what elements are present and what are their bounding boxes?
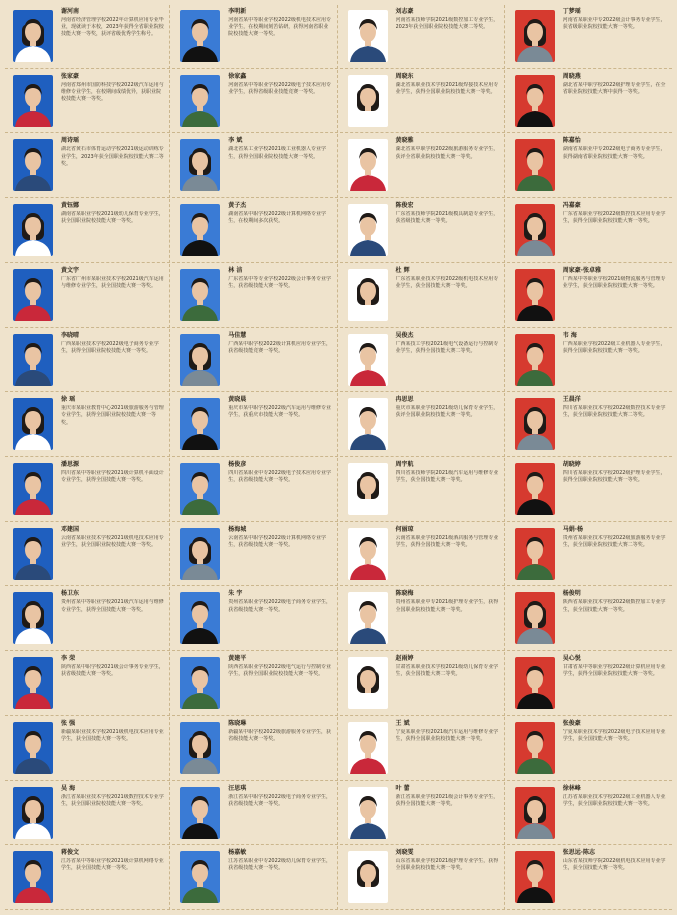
portrait-photo <box>515 722 555 774</box>
student-name: 杨卫东 <box>61 590 80 598</box>
portrait-photo <box>13 398 53 450</box>
profile-card <box>340 458 505 522</box>
portrait-photo <box>515 592 555 644</box>
student-name: 李 斌 <box>228 137 243 145</box>
student-name: 丁梦瑶 <box>562 8 581 15</box>
portrait-photo <box>13 787 53 839</box>
portrait-photo <box>515 204 555 256</box>
portrait-photo <box>13 657 53 709</box>
portrait-photo <box>180 204 220 256</box>
student-bio: 四川省某职业技术学校2022级数控技术专业学生，获全国职业院校技能大赛二等奖。 <box>562 405 666 419</box>
student-bio: 河南省郑州市国防科技学校2022级汽车运用与维修专业学生，在校期间成绩优异，获职业院校技能大赛一等奖。 <box>61 81 164 103</box>
profile-card <box>340 587 505 651</box>
student-bio: 贵州省某职业技术学校2022级旅游服务专业学生，获全国职业院校技能大赛二等奖。 <box>562 534 666 548</box>
portrait-photo <box>348 528 388 580</box>
profile-card <box>172 393 337 457</box>
portrait-photo <box>13 528 53 580</box>
student-name: 杨海城 <box>228 525 247 533</box>
profile-card <box>172 523 337 587</box>
student-bio: 湖北省某中职学校2022级旅游服务专业学生，获评全省职业院校技能大赛一等奖。 <box>395 146 499 160</box>
profile-card <box>507 458 672 522</box>
portrait-photo <box>180 75 220 127</box>
student-bio: 重庆市某中职学校2022级汽车运用与维修专业学生，获重庆市技能大赛一等奖。 <box>228 405 331 419</box>
student-bio: 新疆某职业技术学校2021级机电技术应用专业学生，获全国技能大赛一等奖。 <box>61 728 164 743</box>
portrait-photo <box>515 851 555 903</box>
student-name: 张思远·陈志 <box>562 849 596 857</box>
student-name: 黄晓晨 <box>228 396 247 404</box>
profile-card <box>507 782 672 846</box>
student-bio: 广西某中等职业学校2021级物流服务与管理专业学生，获全国职业院校技能大赛一等奖。 <box>562 275 666 290</box>
student-name: 周宇航 <box>395 461 414 468</box>
portrait-photo <box>180 463 220 515</box>
profile-card <box>507 652 672 716</box>
student-name: 黄建平 <box>228 655 247 663</box>
student-bio: 广东省某中等专业学校2022级会计事务专业学生，获省级技能大赛一等奖。 <box>228 275 331 290</box>
portrait-photo <box>13 139 53 191</box>
profile-card <box>340 329 505 393</box>
student-bio: 甘肃省某职业技术学校2021级幼儿保育专业学生，获全国技能大赛二等奖。 <box>395 664 499 678</box>
portrait-photo <box>13 204 53 256</box>
student-bio: 河南省某中等职业学校2022级电子技术应用专业学生，获得省级职业技能竞赛一等奖。 <box>228 81 331 95</box>
student-name: 张家豪 <box>61 72 80 80</box>
profile-card <box>5 458 170 522</box>
student-bio: 山东省某技师学院2022级机电技术应用专业学生，获全国技能大赛一等奖。 <box>562 858 666 872</box>
profile-card <box>340 5 505 69</box>
student-name: 吴心悦 <box>562 655 581 663</box>
profile-card <box>340 134 505 198</box>
student-name: 张俊豪 <box>562 719 581 727</box>
student-bio: 湖北省某职业技术学校2021级焊接技术应用专业学生，获得全国职业院校技能大赛一等奖。 <box>395 81 499 95</box>
student-bio: 广西某中职学校2022级计算机应用专业学生，获省级技能竞赛一等奖。 <box>228 340 331 354</box>
student-bio: 云南省某中职学校2022级计算机网络专业学生，获省级技能大赛一等奖。 <box>228 534 326 548</box>
portrait-photo <box>348 75 388 127</box>
portrait-photo <box>180 592 220 644</box>
portrait-photo <box>515 334 555 386</box>
student-bio: 四川省某技师学院2021级汽车运用与维修专业学生，获全国技能大赛一等奖。 <box>395 470 499 484</box>
portrait-photo <box>515 10 555 62</box>
student-name: 陈嘉怡 <box>562 137 581 145</box>
student-bio: 贵州省某职业中专2021级护理专业学生，获得全国职业院校技能大赛一等奖。 <box>395 599 499 613</box>
student-bio: 湖南省某中职学校2022级计算机网络专业学生，在校期间多次获奖。 <box>228 211 326 225</box>
portrait-photo <box>13 10 53 62</box>
portrait-photo <box>180 398 220 450</box>
student-name: 朱 宇 <box>228 590 243 598</box>
portrait-photo <box>515 787 555 839</box>
profile-card <box>340 523 505 587</box>
profile-card <box>507 587 672 651</box>
student-name: 叶 蕾 <box>395 784 410 792</box>
student-name: 杨嘉敏 <box>228 849 247 857</box>
portrait-photo <box>515 463 555 515</box>
profile-card <box>5 652 170 716</box>
portrait-photo <box>13 334 53 386</box>
student-bio: 陕西省某中职学校2021级会计事务专业学生，获省级技能大赛一等奖。 <box>61 664 164 678</box>
portrait-photo <box>180 851 220 903</box>
portrait-photo <box>348 657 388 709</box>
profile-card <box>340 717 505 781</box>
profile-card <box>5 846 170 910</box>
student-name: 马佳慧 <box>228 331 247 339</box>
profile-card <box>340 393 505 457</box>
profile-card <box>172 5 337 69</box>
student-bio: 浙江省某职业技术学校2021级数控技术专业学生，获全国职业院校技能大赛一等奖。 <box>61 793 164 807</box>
student-name: 杨俊彦 <box>228 461 247 468</box>
student-name: 吴 海 <box>61 784 76 792</box>
student-name: 汪思琪 <box>228 784 247 792</box>
portrait-photo <box>13 75 53 127</box>
portrait-photo <box>180 269 220 321</box>
portrait-photo <box>13 592 53 644</box>
student-bio: 四川省某职业技术学校2022级护理专业学生，获得全国职业院校技能大赛一等奖。 <box>562 470 666 484</box>
student-name: 赵雨婷 <box>395 655 414 663</box>
student-bio: 江苏省某中等职业学校2021级计算机网络专业学生，获全国技能大赛一等奖。 <box>61 858 164 872</box>
student-bio: 湖北省某中职学校2022级护理专业学生，在全省职业院校技能大赛中获得一等奖。 <box>562 81 666 95</box>
portrait-photo <box>515 657 555 709</box>
student-name: 马娟·杨 <box>562 525 584 533</box>
student-name: 林 洁 <box>228 266 243 274</box>
student-bio: 湖北省某工业学校2021级工业机器人专业学生，获得全国职业院校技能大赛一等奖。 <box>228 146 326 160</box>
student-name: 杜 辉 <box>395 266 410 274</box>
student-bio: 宁夏某职业技术学校2022级电子技术应用专业学生，获全国技能大赛一等奖。 <box>562 728 666 743</box>
profile-card <box>5 70 170 134</box>
student-name: 周晓燕 <box>562 72 581 80</box>
portrait-photo <box>515 528 555 580</box>
profile-card <box>5 5 170 69</box>
portrait-photo <box>348 722 388 774</box>
portrait-photo <box>515 139 555 191</box>
portrait-photo <box>515 398 555 450</box>
student-name: 邓建国 <box>61 525 80 533</box>
student-bio: 广东省广州市某职业技术学校2021级汽车运用与维修专业学生，获全国技能大赛一等奖。 <box>61 275 164 290</box>
student-bio: 广西某职业技术学校2022级电子商务专业学生，获得全国职业院校技能大赛一等奖。 <box>61 340 159 354</box>
student-name: 徐家鑫 <box>228 72 247 80</box>
portrait-photo <box>348 463 388 515</box>
student-name: 李明新 <box>228 8 247 15</box>
student-bio: 贵州省某职业学校2022级电子商务专业学生，获省级技能大赛一等奖。 <box>228 599 331 613</box>
profile-card <box>172 264 337 328</box>
student-name: 黄钰娜 <box>61 202 80 210</box>
portrait-photo <box>180 10 220 62</box>
student-bio: 广东省某职业技术学校2022级机电技术应用专业学生，获全国技能大赛一等奖。 <box>395 275 499 290</box>
student-bio: 贵州省某中等职业学校2021级汽车运用与维修专业学生，获得全国技能大赛一等奖。 <box>61 599 164 613</box>
profile-card <box>5 199 170 263</box>
student-bio: 四川省某职业中专2022级电子技术应用专业学生，获省级技能大赛一等奖。 <box>228 470 331 484</box>
student-bio: 广西某技工学校2021级电气设备运行与控制专业学生，获得全国技能大赛二等奖。 <box>395 340 499 354</box>
student-bio: 江苏省某职业技术学校2022级工业机器人专业学生，获全国职业院校技能大赛一等奖。 <box>562 793 666 807</box>
student-name: 冯嘉豪 <box>562 202 581 210</box>
portrait-photo <box>348 398 388 450</box>
portrait-photo <box>13 463 53 515</box>
portrait-photo <box>515 269 555 321</box>
profile-card <box>5 134 170 198</box>
student-name: 潘思源 <box>61 461 80 468</box>
portrait-photo <box>180 528 220 580</box>
profile-card <box>172 199 337 263</box>
profile-card <box>507 523 672 587</box>
student-bio: 甘肃省某中等职业学校2022级计算机应用专业学生，获得全国职业院校技能大赛一等奖。 <box>562 664 666 678</box>
profile-card <box>507 329 672 393</box>
student-bio: 湖南省某职业中专2022级电子商务专业学生，获得湖南省职业院校技能大赛一等奖。 <box>562 146 666 160</box>
profile-card <box>5 782 170 846</box>
portrait-photo <box>180 139 220 191</box>
profile-card <box>507 264 672 328</box>
student-bio: 四川省某中等职业学校2021级计算机平面设计专业学生，获得全国技能大赛一等奖。 <box>61 470 164 484</box>
profile-card <box>5 393 170 457</box>
portrait-photo <box>180 787 220 839</box>
portrait-photo <box>348 787 388 839</box>
profile-card <box>5 523 170 587</box>
student-name: 何丽琼 <box>395 525 414 533</box>
student-bio: 江苏省某职业中专2022级幼儿保育专业学生，获省级技能大赛一等奖。 <box>228 858 331 872</box>
profile-card <box>172 134 337 198</box>
student-name: 李 荣 <box>61 655 76 663</box>
profile-card <box>507 199 672 263</box>
student-bio: 宁夏某职业学校2021级汽车运用与维修专业学生，获得全国职业院校技能大赛一等奖。 <box>395 728 499 743</box>
profile-card <box>172 652 337 716</box>
student-bio: 陕西省某职业技术学校2022级数控加工专业学生，获全国技能大赛一等奖。 <box>562 599 666 613</box>
portrait-photo <box>348 10 388 62</box>
student-bio: 湖北省黄石市体育运动学校2021级运动训练专业学生，2023年获全国职业院校技能大赛二等奖。 <box>61 146 164 167</box>
student-bio: 云南省某职业学校2021级酒店服务与管理专业学生，获得全国技能大赛一等奖。 <box>395 534 499 548</box>
portrait-photo <box>348 851 388 903</box>
student-name: 徐 瑶 <box>61 396 76 404</box>
profile-card <box>507 717 672 781</box>
student-name: 黄晓雅 <box>395 137 414 145</box>
student-name: 冉思思 <box>395 396 414 404</box>
profile-card <box>507 70 672 134</box>
student-name: 蒋俊文 <box>61 849 80 857</box>
profile-card <box>172 329 337 393</box>
student-name: 刘志豪 <box>395 8 414 15</box>
student-bio: 河南省某中等职业学校2022级机电技术应用专业学生，在校期间刻苦钻研，获得河南省职业院校技能大赛一等奖。 <box>228 17 331 38</box>
portrait-photo <box>13 269 53 321</box>
portrait-photo <box>348 334 388 386</box>
student-bio: 重庆市某职业学校2021级幼儿保育专业学生，获评全国职业院校技能大赛一等奖。 <box>395 405 499 419</box>
profile-card <box>507 393 672 457</box>
student-name: 王晨洋 <box>562 396 581 404</box>
profile-card <box>340 782 505 846</box>
student-bio: 陕西省某职业学校2022级电气运行与控制专业学生，获得全国职业院校技能大赛一等奖。 <box>228 664 331 678</box>
student-name: 王 斌 <box>395 719 410 727</box>
portrait-photo <box>348 139 388 191</box>
profile-card <box>340 70 505 134</box>
profile-card <box>507 846 672 910</box>
profile-card <box>5 587 170 651</box>
portrait-photo <box>515 75 555 127</box>
portrait-photo <box>180 722 220 774</box>
student-name: 张 强 <box>61 719 76 727</box>
student-name: 吴俊杰 <box>395 331 414 339</box>
profile-card <box>5 329 170 393</box>
student-name: 周家豪·张卓雅 <box>562 266 602 274</box>
student-name: 周晓东 <box>395 72 414 80</box>
profile-card <box>340 264 505 328</box>
profile-card <box>172 458 337 522</box>
profile-card <box>340 846 505 910</box>
profile-card <box>5 264 170 328</box>
profile-card <box>172 846 337 910</box>
student-name: 陈晓梅 <box>395 590 414 598</box>
profile-card <box>172 70 337 134</box>
portrait-photo <box>180 657 220 709</box>
profile-card <box>507 5 672 69</box>
portrait-photo <box>13 722 53 774</box>
profile-card <box>340 199 505 263</box>
student-bio: 广东省某职业学校2022级数控技术应用专业学生，获得全国职业院校技能大赛一等奖。 <box>562 211 666 225</box>
student-name: 刘晓雯 <box>395 849 414 857</box>
student-bio: 广西某职业学校2022级工业机器人专业学生，获得全国职业院校技能大赛一等奖。 <box>562 340 666 354</box>
student-name: 黄文宇 <box>61 266 80 274</box>
student-name: 周诗瑶 <box>61 137 80 145</box>
portrait-photo <box>348 269 388 321</box>
profile-card <box>507 134 672 198</box>
student-bio: 广东省某技师学院2021级模具制造专业学生，获省级技能大赛一等奖。 <box>395 211 499 225</box>
student-bio: 云南省某职业技术学校2021级机电技术应用专业学生，获全国职业院校技能大赛一等奖。 <box>61 534 164 548</box>
portrait-photo <box>13 851 53 903</box>
portrait-photo <box>348 592 388 644</box>
portrait-photo <box>180 334 220 386</box>
portrait-photo <box>348 204 388 256</box>
student-name: 徐林峰 <box>562 784 581 792</box>
student-bio: 河南省某职业中专2022级会计事务专业学生，获省级职业院校技能大赛一等奖。 <box>562 17 666 31</box>
student-name: 胡晓婷 <box>562 461 581 468</box>
student-name: 黄子杰 <box>228 202 247 210</box>
profile-card <box>5 717 170 781</box>
student-bio: 浙江省某职业学校2021级会计事务专业学生，获得全国技能大赛一等奖。 <box>395 793 499 807</box>
student-name: 韦 海 <box>562 331 577 339</box>
student-bio: 山东省某职业学校2021级护理专业学生，获得全国职业院校技能大赛一等奖。 <box>395 858 499 872</box>
student-name: 李晓晴 <box>61 331 80 339</box>
profile-card <box>340 652 505 716</box>
profile-card <box>172 717 337 781</box>
profile-card <box>172 782 337 846</box>
student-bio: 新疆某中职学校2022级旅游服务专业学生，获省级技能大赛一等奖。 <box>228 728 331 743</box>
student-bio: 河南省某技师学院2021级数控加工专业学生，2023年获全国职业院校技能大赛二等奖。 <box>395 17 499 31</box>
student-name: 谢河南 <box>61 8 80 15</box>
student-name: 陈俊宏 <box>395 202 414 210</box>
student-bio: 浙江省某中职学校2022级电子商务专业学生，获省级技能大赛一等奖。 <box>228 793 331 807</box>
student-bio: 重庆市某职业教育中心2021级旅游服务与管理专业学生，获得全国职业院校技能大赛一等奖。 <box>61 405 164 426</box>
profile-card <box>172 587 337 651</box>
honor-board <box>5 5 672 910</box>
student-bio: 湖南省某职业学校2021级幼儿保育专业学生，获全国职业院校技能大赛一等奖。 <box>61 211 164 225</box>
student-bio: 河南省经济管理学校2022年计算机应用专业毕业，现就读于本校，2023年获得全省职业院校技能大赛一等奖，获评省级优秀学生称号。 <box>61 17 164 38</box>
student-name: 陈晓琳 <box>228 719 247 727</box>
student-name: 杨俊明 <box>562 590 581 598</box>
